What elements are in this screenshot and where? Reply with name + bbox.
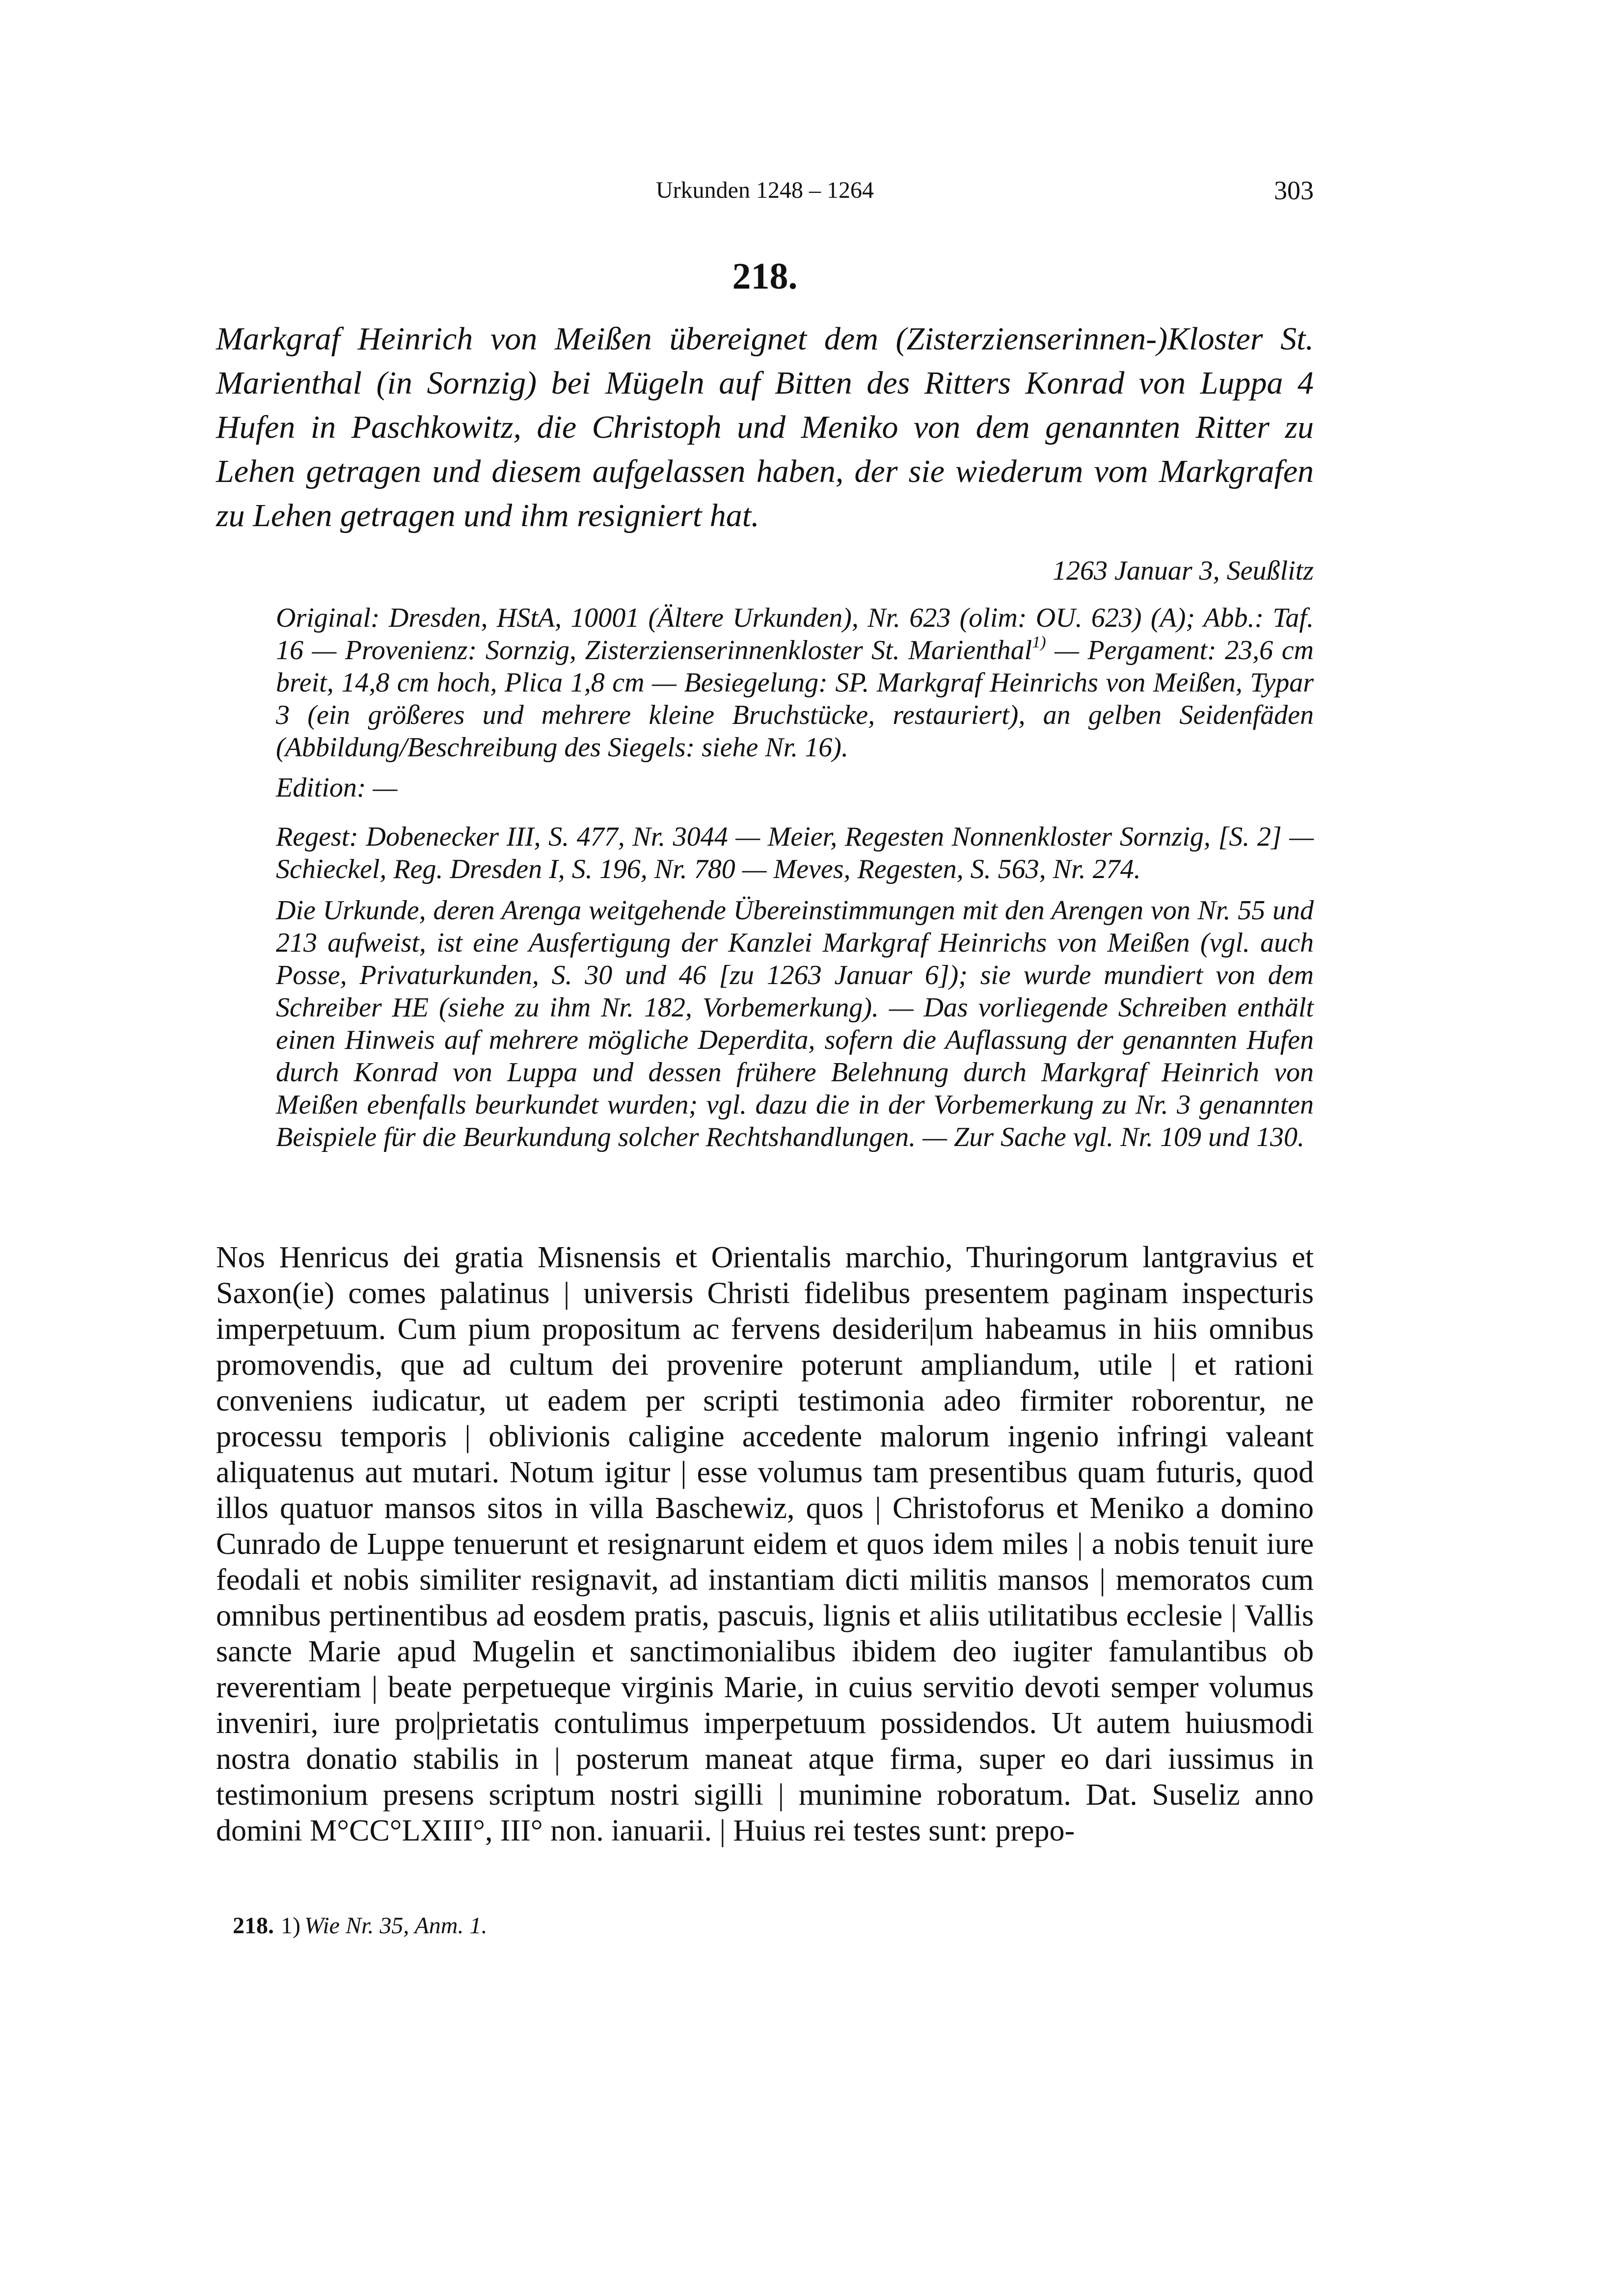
footnotes bbox=[233, 1911, 1313, 1941]
apparatus-original-text-continued: — Pergament: 23,6 cm breit, 14,8 cm hoch, Plica 1,8 cm — Besiegelung: SP. Markgraf Heinrichs von Meißen, Typar 3 (ein größeres und mehrere kleine Bruchstücke, restauriert), an gelben Seidenfäden (Abbildung/Beschreibung des Siegels: siehe Nr. 16). bbox=[276, 635, 1314, 763]
running-head bbox=[216, 175, 1314, 209]
apparatus-edition: Edition: — bbox=[276, 773, 398, 803]
footnote-text: Wie Nr. 35, Anm. 1. bbox=[304, 1913, 487, 1939]
apparatus-original-text: Original: Dresden, HStA, 10001 (Ältere Urkunden), Nr. 623 (olim: OU. 623) (A); Abb.: Taf. 16 — Provenienz: Sornzig, Zisterzienserinnenkloster St. Marienthal bbox=[276, 603, 1314, 666]
running-title: Urkunden 1248 – 1264 bbox=[656, 177, 874, 203]
footnote-reference: 1) bbox=[1032, 633, 1046, 651]
apparatus-regest: Regest: Dobenecker III, S. 477, Nr. 3044 — Meier, Regesten Nonnenkloster Sornzig, [S. 2] — Schieckel, Reg. Dresden I, S. 196, Nr. 780 — Meves, Regesten, S. 563, Nr. 274. bbox=[276, 822, 1314, 884]
footnote-label: 1) bbox=[281, 1913, 300, 1939]
footnote-document-number: 218. bbox=[233, 1913, 274, 1939]
page-number: 303 bbox=[1274, 176, 1314, 205]
document-dating: 1263 Januar 3, Seußlitz bbox=[1053, 556, 1314, 586]
apparatus-commentary: Die Urkunde, deren Arenga weitgehende Übereinstimmungen mit den Arengen von Nr. 55 und 213 aufweist, ist eine Ausfertigung der Kanzlei Markgraf Heinrichs von Meißen (vgl. auch Posse, Privaturkunden, S. 30 und 46 [zu 1263 Januar 6]); sie wurde mundiert von dem Schreiber HE (siehe zu ihm Nr. 182, Vorbemerkung). — Das vorliegende Schreiben enthält einen Hinweis auf mehrere mögliche Deperdita, sofern die Auflassung der genannten Hufen durch Konrad von Luppa und dessen frühere Belehnung durch Markgraf Heinrich von Meißen ebenfalls beurkundet wurden; vgl. dazu die in der Vorbemerkung zu Nr. 3 genannten Beispiele für die Beurkundung solcher Rechtshandlungen. — Zur Sache vgl. Nr. 109 und 130. bbox=[276, 895, 1314, 1152]
document-number: 218. bbox=[732, 256, 798, 297]
apparatus-original bbox=[276, 602, 1314, 764]
document-regest: Markgraf Heinrich von Meißen übereignet dem (Zisterzienserinnen-)Kloster St. Marienthal (in Sornzig) bei Mügeln auf Bitten des Ritters Konrad von Luppa 4 Hufen in Paschkowitz, die Christoph und Meniko von dem genannten Ritter zu Lehen getragen und diesem aufgelassen haben, der sie wiederum vom Markgrafen zu Lehen getragen und ihm resigniert hat. bbox=[216, 321, 1314, 534]
critical-apparatus bbox=[276, 602, 1314, 1153]
charter-text: Nos Henricus dei gratia Misnensis et Orientalis marchio, Thuringorum lantgravius et Saxon(ie) comes palatinus | universis Christi fidelibus presentem paginam inspecturis imperpetuum. Cum pium propositum ac fervens desideri|um habeamus in hiis omnibus promovendis, que ad cultum dei provenire poterunt ampliandum, utile | et rationi conveniens iudicatur, ut eadem per scripti testimonia adeo firmiter roborentur, ne processu temporis | oblivionis caligine accedente malorum ingenio infringi valeant aliquatenus aut mutari. Notum igitur | esse volumus tam presentibus quam futuris, quod illos quatuor mansos sitos in villa Baschewiz, quos | Christoforus et Meniko a domino Cunrado de Luppe tenuerunt et resignarunt eidem et quos idem miles | a nobis tenuit iure feodali et nobis similiter resignavit, ad instantiam dicti militis mansos | memoratos cum omnibus pertinentibus ad eosdem pratis, pascuis, lignis et aliis utilitatibus ecclesie | Vallis sancte Marie apud Mugelin et sanctimonialibus ibidem deo iugiter famulantibus ob reverentiam | beate perpetueque virginis Marie, in cuius servitio devoti semper volumus inveniri, iure pro|prietatis contulimus imperpetuum possidendos. Ut autem huiusmodi nostra donatio stabilis in | posterum maneat atque firma, super eo dari iussimus in testimonium presens scriptum nostri sigilli | munimine roboratum. Dat. Suseliz anno domini M°CC°LXIII°, III° non. ianuarii. | Huius rei testes sunt: prepo- bbox=[216, 1241, 1314, 1847]
